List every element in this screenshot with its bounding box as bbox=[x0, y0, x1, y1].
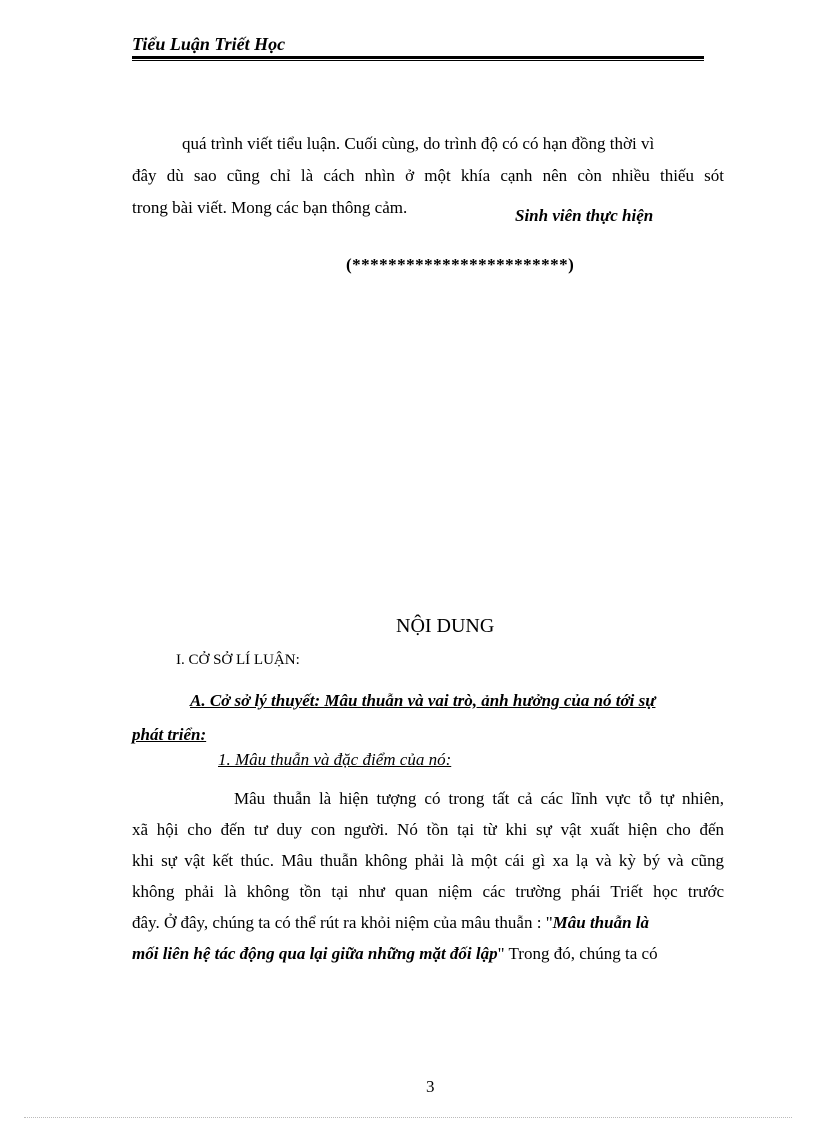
heading-level-1: I. CỞ SỞ LÍ LUẬN: bbox=[176, 652, 300, 668]
heading-1-1: 1. Mâu thuẫn và đặc điểm của nó: bbox=[218, 750, 452, 769]
intro-line: đây dù sao cũng chỉ là cách nhìn ở một khía cạnh nên còn nhiều thiếu sót bbox=[132, 166, 724, 185]
page-bottom-border bbox=[24, 1117, 792, 1118]
header-title: Tiểu Luận Triết Học bbox=[132, 34, 286, 54]
intro-line: quá trình viết tiểu luận. Cuối cùng, do trình độ có có hạn đồng thời vì bbox=[182, 134, 655, 153]
body-line: không phải là không tồn tại như quan niệm các trường phái Triết học trước bbox=[132, 882, 724, 901]
body-line: Mâu thuẫn là hiện tượng có trong tất cả các lĩnh vực tỗ tự nhiên, bbox=[234, 789, 724, 808]
header-rule-thin bbox=[132, 60, 704, 61]
page-number: 3 bbox=[426, 1077, 435, 1096]
body-paragraph bbox=[132, 783, 724, 969]
heading-a bbox=[132, 684, 724, 752]
definition-text: Mâu thuẫn là bbox=[552, 913, 650, 932]
intro-line: trong bài viết. Mong các bạn thông cảm. bbox=[132, 198, 408, 217]
body-line: xã hội cho đến tư duy con người. Nó tồn tại từ khi sự vật xuất hiện cho đến bbox=[132, 820, 724, 839]
body-text: " Trong đó, chúng ta có bbox=[497, 944, 658, 963]
body-line bbox=[132, 907, 724, 938]
header-rule bbox=[132, 56, 704, 59]
section-title: NỘI DUNG bbox=[396, 615, 495, 637]
body-text: đây. Ở đây, chúng ta có thể rút ra khỏi niệm của mâu thuẫn : " bbox=[132, 913, 553, 932]
heading-a-line: A. Cở sở lý thuyết: Mâu thuẫn và vai trò, ảnh hưởng của nó tới sự bbox=[190, 691, 656, 710]
signature-stars: (************************) bbox=[346, 255, 575, 274]
definition-text: mối liên hệ tác động qua lại giữa những mặt đối lập bbox=[132, 944, 498, 963]
body-line: khi sự vật kết thúc. Mâu thuẫn không phải là một cái gì xa lạ và kỳ bý và cũng bbox=[132, 851, 724, 870]
heading-a-line: phát triển: bbox=[132, 725, 207, 744]
signature: Sinh viên thực hiện bbox=[515, 206, 654, 225]
body-line bbox=[132, 938, 724, 969]
